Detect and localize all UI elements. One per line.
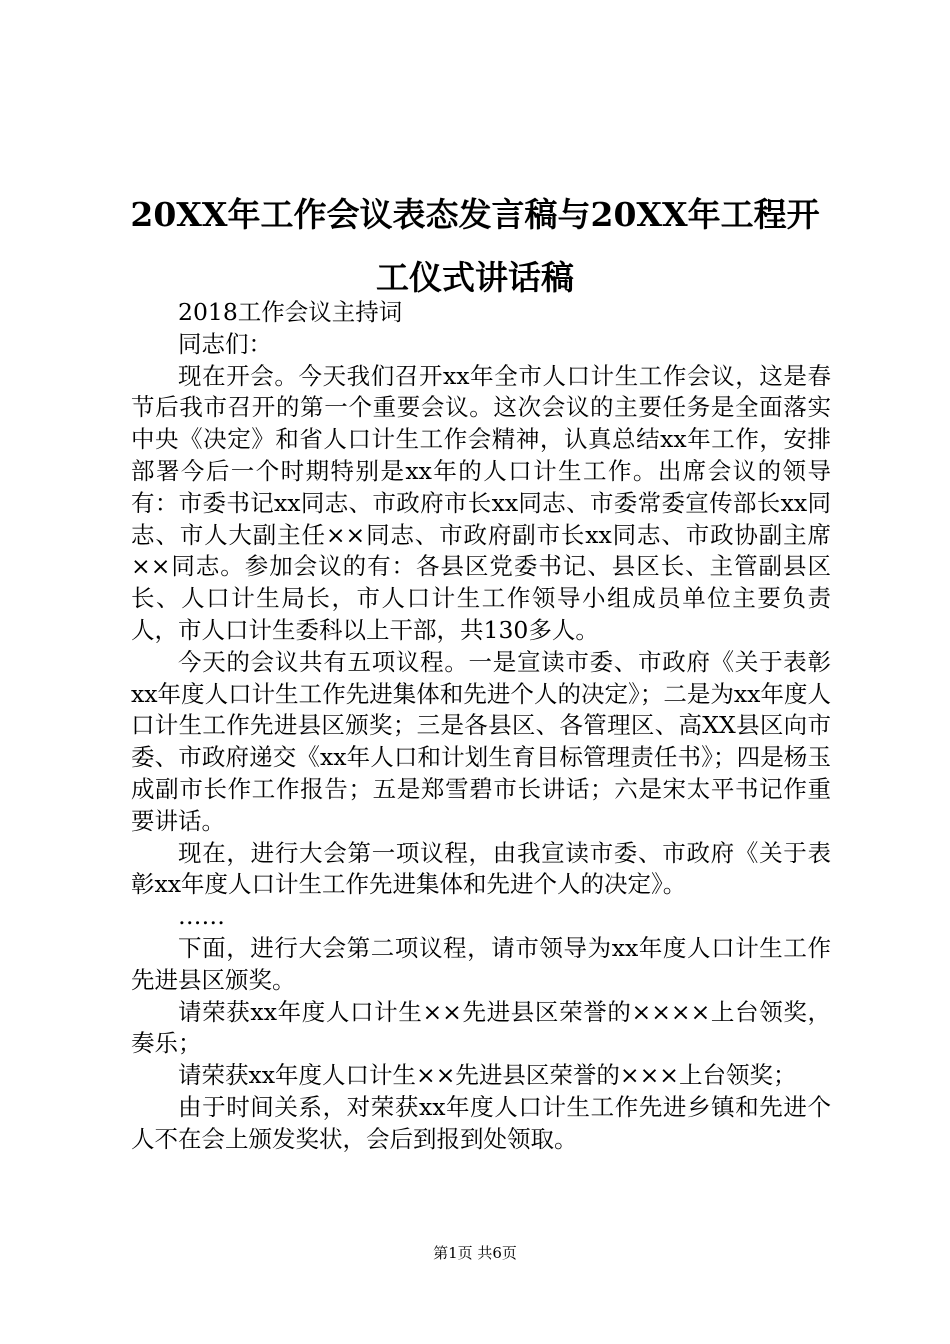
- paragraph-award-one: 请荣获xx年度人口计生××先进县区荣誉的××××上台领奖，奏乐；: [131, 997, 831, 1058]
- paragraph-heading: 2018工作会议主持词: [178, 298, 403, 326]
- paragraph-salutation: 同志们：: [178, 329, 272, 358]
- paragraph-ellipsis: ……: [178, 902, 225, 931]
- paragraph-item-two: 下面，进行大会第二项议程，请市领导为xx年度人口计生工作先进县区颁奖。: [131, 933, 831, 994]
- paragraph-award-two: 请荣获xx年度人口计生××先进县区荣誉的×××上台领奖；: [178, 1061, 797, 1090]
- document-title: 20XX年工作会议表态发言稿与20XX年工程开工仪式讲话稿: [130, 195, 820, 297]
- page-indicator: 第1页 共6页: [433, 1244, 517, 1262]
- paragraph-opening: 现在开会。今天我们召开xx年全市人口计生工作会议，这是春节后我市召开的第一个重要会议。这次会议的主要任务是全面落实中央《决定》和省人口计生工作会精神，认真总结xx年工作，安排部署今后一个时期特别是xx年的人口计生工作。出席会议的领导有：市委书记xx同志、市政府市长xx同志、市委常委宣传部长xx同志、市人大副主任××同志、市政府副市长xx同志、市政协副主席××同志。参加会议的有：各县区党委书记、县区长、主管副县区长、人口计生局长，市人口计生工作领导小组成员单位主要负责人，市人口计生委科以上干部，共130多人。: [131, 361, 831, 644]
- paragraph-item-one: 现在，进行大会第一项议程，由我宣读市委、市政府《关于表彰xx年度人口计生工作先进集体和先进个人的决定》。: [131, 838, 831, 899]
- paragraph-agenda: 今天的会议共有五项议程。一是宣读市委、市政府《关于表彰xx年度人口计生工作先进集体和先进个人的决定》；二是为xx年度人口计生工作先进县区颁奖；三是各县区、各管理区、高XX县区向市委、市政府递交《xx年人口和计划生育目标管理责任书》；四是杨玉成副市长作工作报告；五是郑雪碧市长讲话；六是宋太平书记作重要讲话。: [131, 647, 831, 835]
- document-body: [131, 297, 831, 1156]
- paragraph-closing: 由于时间关系，对荣获xx年度人口计生工作先进乡镇和先进个人不在会上颁发奖状，会后到报到处领取。: [131, 1092, 831, 1153]
